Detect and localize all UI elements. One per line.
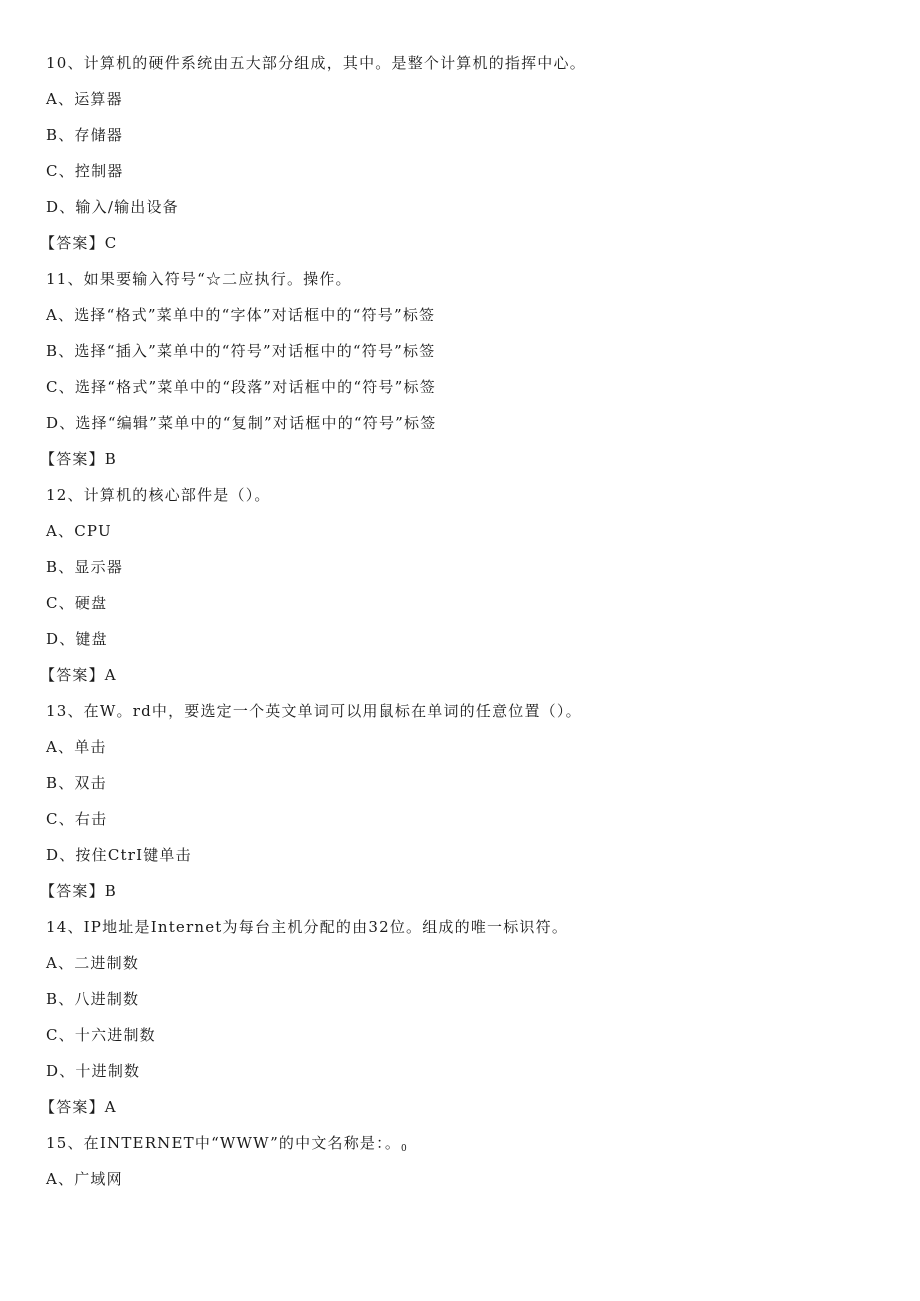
question-stem <box>46 1130 880 1166</box>
option-a: A、二进制数 <box>46 954 140 972</box>
question-stem-text: 15、在INTERNET中“WWW”的中文名称是：。 <box>46 1134 402 1152</box>
option-c: C、选择“格式”菜单中的“段落”对话框中的“符号”标签 <box>46 378 436 396</box>
question-stem-subscript: 0 <box>401 1144 408 1154</box>
question-11 <box>40 266 880 482</box>
question-14 <box>40 914 880 1130</box>
question-stem: 11、如果要输入符号“☆二应执行。操作。 <box>46 270 352 288</box>
question-stem: 14、IP地址是Internet为每台主机分配的由32位。组成的唯一标识符。 <box>46 918 569 936</box>
option-d: D、按住CtrI键单击 <box>46 846 192 864</box>
option-b: B、双击 <box>46 774 107 792</box>
option-a: A、CPU <box>46 522 112 540</box>
option-d: D、键盘 <box>46 630 108 648</box>
option-c: C、十六进制数 <box>46 1026 156 1044</box>
option-c: C、控制器 <box>46 162 124 180</box>
answer-line: 【答案】C <box>40 234 118 252</box>
option-a: A、选择“格式”菜单中的“字体”对话框中的“符号”标签 <box>46 306 436 324</box>
question-stem: 10、计算机的硬件系统由五大部分组成，其中。是整个计算机的指挥中心。 <box>46 54 586 72</box>
question-12 <box>40 482 880 698</box>
answer-line: 【答案】B <box>40 882 118 900</box>
document-page <box>40 50 880 1202</box>
question-stem: 12、计算机的核心部件是（）。 <box>46 486 271 504</box>
option-b: B、八进制数 <box>46 990 140 1008</box>
option-a: A、运算器 <box>46 90 123 108</box>
answer-line: 【答案】A <box>40 666 117 684</box>
answer-line: 【答案】A <box>40 1098 117 1116</box>
question-stem: 13、在W。rd中，要选定一个英文单词可以用鼠标在单词的任意位置（）。 <box>46 702 582 720</box>
question-10 <box>40 50 880 266</box>
option-b: B、显示器 <box>46 558 124 576</box>
option-d: D、十进制数 <box>46 1062 141 1080</box>
option-c: C、硬盘 <box>46 594 108 612</box>
option-d: D、输入/输出设备 <box>46 198 179 216</box>
option-b: B、选择“插入”菜单中的“符号”对话框中的“符号”标签 <box>46 342 436 360</box>
option-c: C、右击 <box>46 810 108 828</box>
option-d: D、选择“编辑”菜单中的“复制”对话框中的“符号”标签 <box>46 414 437 432</box>
answer-line: 【答案】B <box>40 450 118 468</box>
option-a: A、单击 <box>46 738 107 756</box>
question-13 <box>40 698 880 914</box>
option-a: A、广域网 <box>46 1170 123 1188</box>
option-b: B、存储器 <box>46 126 124 144</box>
question-15 <box>46 1130 880 1202</box>
